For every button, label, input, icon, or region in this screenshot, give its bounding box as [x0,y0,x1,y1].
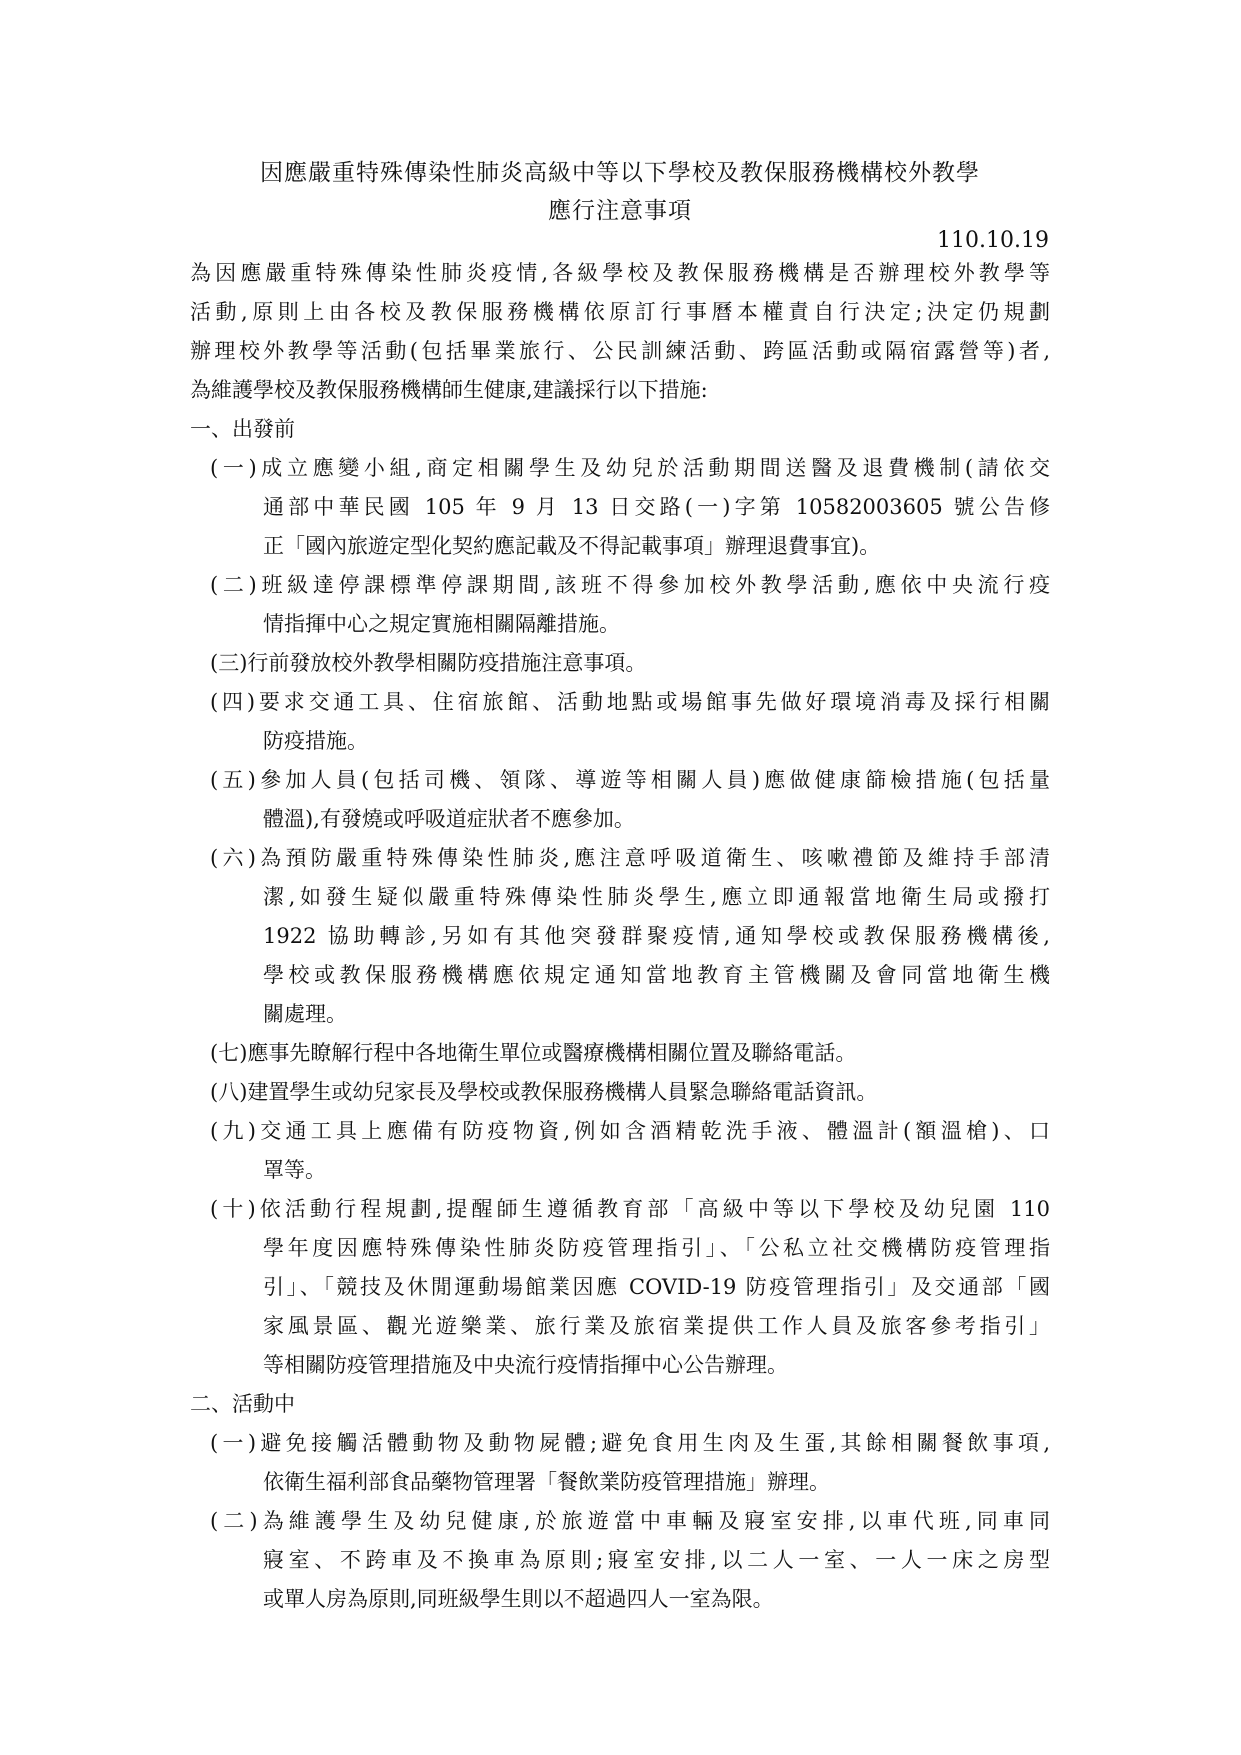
list-item-line: 體溫),有發燒或呼吸道症狀者不應參加。 [263,807,635,831]
list-item-line: (一)避免接觸活體動物及動物屍體;避免食用生肉及生蛋,其餘相關餐飲事項, [210,1431,1050,1455]
list-item-line: (十)依活動行程規劃,提醒師生遵循教育部「高級中等以下學校及幼兒園 110 [210,1197,1050,1221]
list-item-line: (七)應事先瞭解行程中各地衛生單位或醫療機構相關位置及聯絡電話。 [210,1041,857,1065]
document-title-line-1: 因應嚴重特殊傳染性肺炎高級中等以下學校及教保服務機構校外教學 [260,160,980,186]
list-item-line: 引」、「競技及休閒運動場館業因應 COVID-19 防疫管理指引」及交通部「國 [263,1275,1050,1299]
list-item-line: (四)要求交通工具、住宿旅館、活動地點或場館事先做好環境消毒及採行相關 [210,690,1050,714]
list-item-line: 正「國內旅遊定型化契約應記載及不得記載事項」辦理退費事宜)。 [263,534,881,558]
list-item-line: 學年度因應特殊傳染性肺炎防疫管理指引」、「公私立社交機構防疫管理指 [263,1236,1050,1260]
list-item-line: 潔,如發生疑似嚴重特殊傳染性肺炎學生,應立即通報當地衛生局或撥打 [263,885,1050,909]
list-item-line: (三)行前發放校外教學相關防疫措施注意事項。 [210,651,647,675]
list-item-line: 1922 協助轉診,另如有其他突發群聚疫情,通知學校或教保服務機構後, [263,924,1050,948]
document-title-line-2: 應行注意事項 [548,198,692,224]
list-item-line: (八)建置學生或幼兒家長及學校或教保服務機構人員緊急聯絡電話資訊。 [210,1080,878,1104]
list-item-line: 等相關防疫管理措施及中央流行疫情指揮中心公告辦理。 [263,1353,788,1377]
intro-line: 辦理校外教學等活動(包括畢業旅行、公民訓練活動、跨區活動或隔宿露營等)者, [190,339,1050,363]
list-item-line: 罩等。 [263,1158,326,1182]
list-item-line: (九)交通工具上應備有防疫物資,例如含酒精乾洗手液、體溫計(額溫槍)、口 [210,1119,1050,1143]
list-item-line: 防疫措施。 [263,729,368,753]
list-item-line: 或單人房為原則,同班級學生則以不超過四人一室為限。 [263,1587,774,1611]
intro-line: 活動,原則上由各校及教保服務機構依原訂行事曆本權責自行決定;決定仍規劃 [190,300,1050,324]
list-item-line: (五)參加人員(包括司機、領隊、導遊等相關人員)應做健康篩檢措施(包括量 [210,768,1050,792]
intro-line: 為維護學校及教保服務機構師生健康,建議採行以下措施: [190,378,708,402]
list-item-line: 家風景區、觀光遊樂業、旅行業及旅宿業提供工作人員及旅客參考指引」 [263,1314,1050,1338]
list-item-line: (二)班級達停課標準停課期間,該班不得參加校外教學活動,應依中央流行疫 [210,573,1050,597]
list-item-line: 關處理。 [263,1002,347,1026]
list-item-line: 寢室、不跨車及不換車為原則;寢室安排,以二人一室、一人一床之房型 [263,1548,1050,1572]
list-item-line: (一)成立應變小組,商定相關學生及幼兒於活動期間送醫及退費機制(請依交 [210,456,1050,480]
list-item-line: 情指揮中心之規定實施相關隔離措施。 [263,612,620,636]
list-item-line: (二)為維護學生及幼兒健康,於旅遊當中車輛及寢室安排,以車代班,同車同 [210,1509,1050,1533]
document-date: 110.10.19 [937,228,1049,253]
intro-line: 為因應嚴重特殊傳染性肺炎疫情,各級學校及教保服務機構是否辦理校外教學等 [190,261,1050,285]
list-item-line: 學校或教保服務機構應依規定通知當地教育主管機關及會同當地衛生機 [263,963,1050,987]
list-item-line: 通部中華民國 105 年 9 月 13 日交路(一)字第 10582003605 號公告修 [263,495,1050,519]
list-item-line: 依衛生福利部食品藥物管理署「餐飲業防疫管理措施」辦理。 [263,1470,830,1494]
section-heading: 一、出發前 [190,417,295,441]
section-heading: 二、活動中 [190,1392,295,1416]
list-item-line: (六)為預防嚴重特殊傳染性肺炎,應注意呼吸道衛生、咳嗽禮節及維持手部清 [210,846,1050,870]
